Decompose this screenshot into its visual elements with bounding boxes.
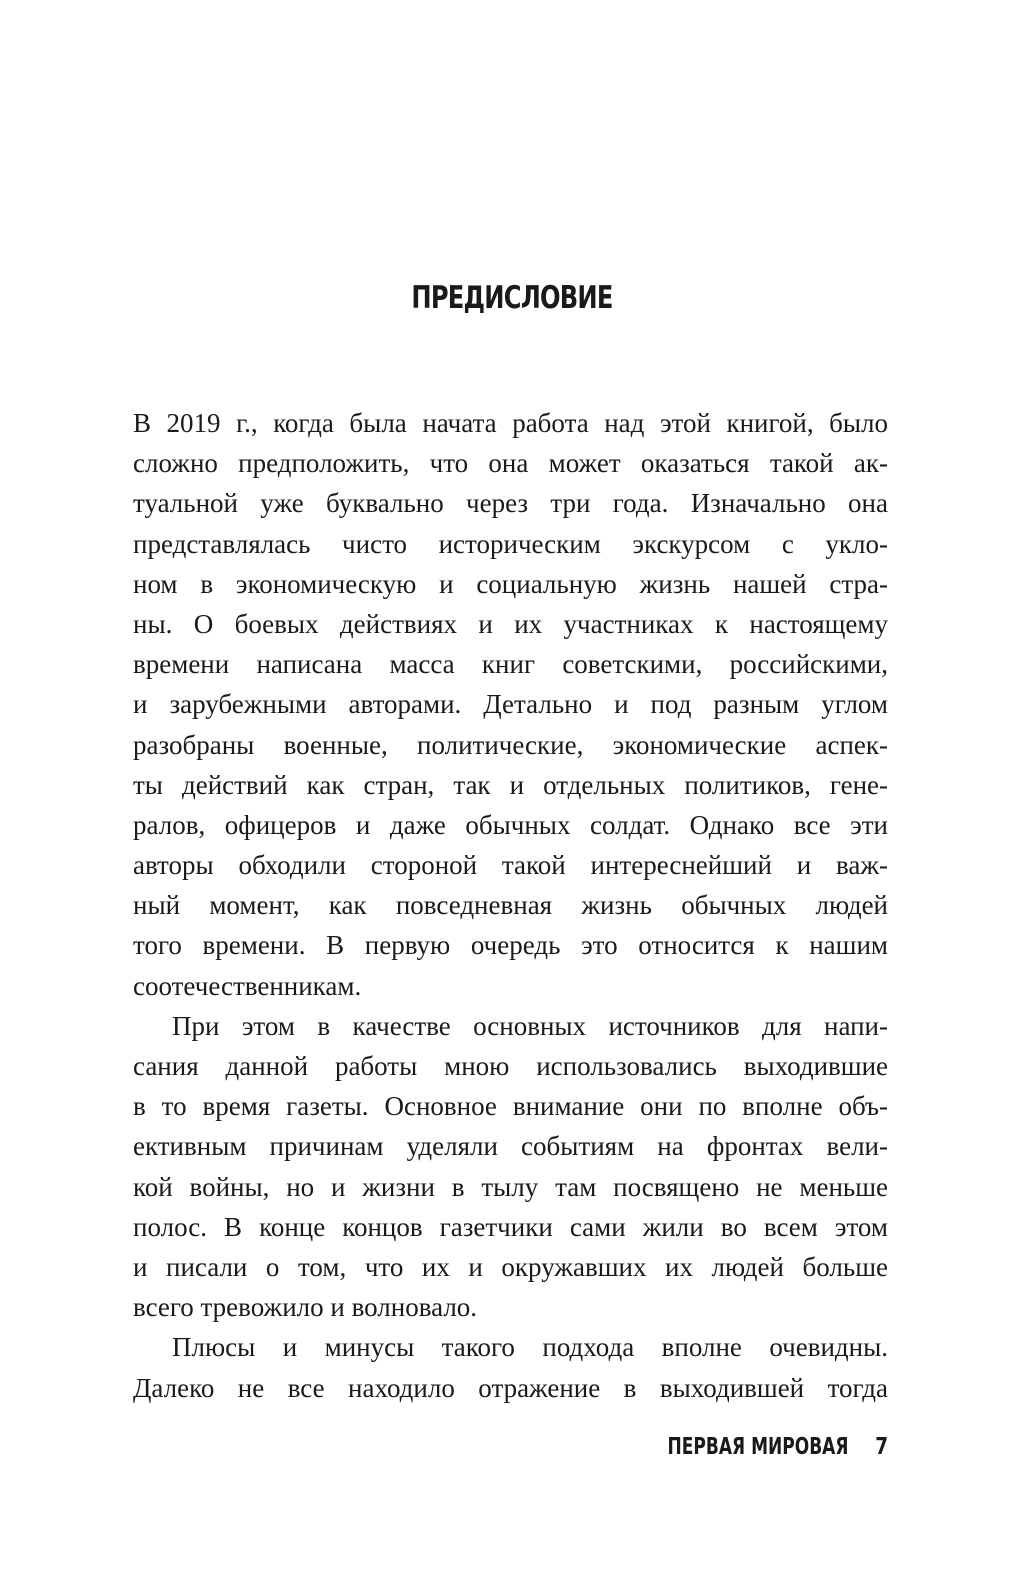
text-line: ный момент, как повседневная жизнь обычных людей bbox=[133, 890, 888, 921]
chapter-title: ПРЕДИСЛОВИЕ bbox=[411, 280, 613, 316]
text-line: туальной уже буквально через три года. Изначально она bbox=[133, 488, 888, 519]
text-line: того времени. В первую очередь это относится к нашим bbox=[133, 930, 888, 961]
text-line: разобраны военные, политические, экономические аспек- bbox=[133, 729, 888, 760]
text-line: и писали о том, что их и окружавших их людей больше bbox=[133, 1251, 888, 1282]
paragraph-2 bbox=[133, 1006, 888, 1328]
text-line: соотечественникам. bbox=[133, 970, 362, 1001]
text-line: авторы обходили стороной такой интереснейший и важ- bbox=[133, 850, 888, 881]
text-line: всего тревожило и волновало. bbox=[133, 1292, 478, 1323]
text-line: ны. О боевых действиях и их участниках к настоящему bbox=[133, 608, 888, 639]
text-line: Плюсы и минусы такого подхода вполне очевидны. bbox=[172, 1332, 888, 1363]
text-line: представлялась чисто историческим экскурсом с укло- bbox=[133, 528, 888, 559]
body-text bbox=[133, 403, 888, 1408]
paragraph-3 bbox=[133, 1327, 888, 1407]
text-line: сложно предположить, что она может оказаться такой ак- bbox=[133, 448, 888, 479]
text-line: При этом в качестве основных источников для напи- bbox=[172, 1010, 888, 1041]
text-line: ном в экономическую и социальную жизнь нашей стра- bbox=[133, 568, 888, 599]
paragraph-1 bbox=[133, 403, 888, 1006]
text-line: кой войны, но и жизни в тылу там посвящено не меньше bbox=[133, 1171, 888, 1202]
text-line: сания данной работы мною использовались выходившие bbox=[133, 1051, 888, 1081]
text-line: в то время газеты. Основное внимание они по вполне объ- bbox=[133, 1091, 888, 1122]
text-line: ективным причинам уделяли событиям на фронтах вели- bbox=[133, 1131, 888, 1162]
text-line: полос. В конце концов газетчики сами жили во всем этом bbox=[133, 1211, 888, 1242]
page-number: 7 bbox=[875, 1434, 888, 1460]
page-footer bbox=[540, 1434, 890, 1468]
text-line: ралов, офицеров и даже обычных солдат. Однако все эти bbox=[133, 809, 888, 840]
text-line: и зарубежными авторами. Детально и под разным углом bbox=[133, 689, 888, 720]
text-line: ты действий как стран, так и отдельных политиков, гене- bbox=[133, 769, 888, 800]
text-line: Далеко не все находило отражение в выходившей тогда bbox=[133, 1372, 888, 1403]
text-line: В 2019 г., когда была начата работа над этой книгой, было bbox=[133, 408, 888, 438]
running-title: ПЕРВАЯ МИРОВАЯ bbox=[667, 1434, 848, 1460]
text-line: времени написана масса книг советскими, российскими, bbox=[133, 649, 888, 680]
